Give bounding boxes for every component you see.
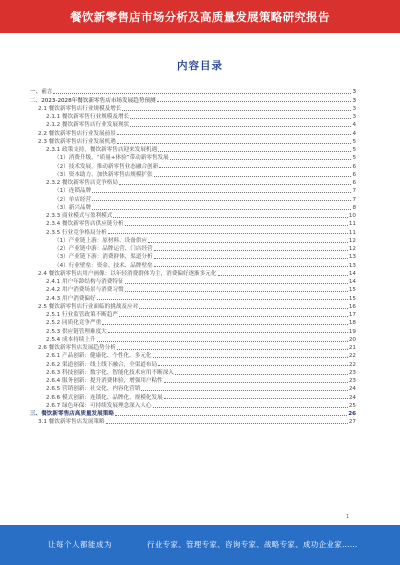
footer-slogan: 让每个人都能成为 — [48, 540, 112, 549]
toc-entry-page: 15 — [348, 295, 356, 302]
toc-dot-leader — [119, 184, 351, 185]
toc-dot-leader — [53, 93, 351, 94]
toc-entry-page: 24 — [348, 386, 356, 393]
toc-dot-leader — [117, 134, 352, 135]
toc-dot-leader — [154, 258, 348, 259]
toc-entry-page: 5 — [352, 147, 356, 153]
report-header-bar — [0, 0, 400, 33]
toc-entry-label: （2）单店经营 — [54, 196, 92, 203]
toc-entry-label: 2.1.1 餐饮新零售行业规模及增长 — [46, 114, 130, 120]
toc-entry-label: 2.6.6 模式创新：连锁化、品牌化、规模化发展 — [46, 394, 163, 401]
footer-bar — [0, 525, 400, 565]
report-title: 餐饮新零售店市场分析及高质量发展策略研究报告 — [70, 9, 330, 24]
toc-entry[interactable] — [30, 302, 356, 310]
toc-entry-label: 2.6.1 产品创新：健康化、个性化、多元化 — [46, 353, 152, 360]
toc-entry-page: 16 — [348, 303, 356, 310]
toc-entry-label: 2.4.1 用户年龄结构与消费特征 — [46, 279, 124, 285]
toc-entry-page: 15 — [348, 287, 356, 294]
toc-entry-page: 22 — [348, 353, 356, 360]
toc-dot-leader — [164, 398, 348, 399]
toc-entry-label: 2.3.2 餐饮新零售店竞争格局 — [46, 180, 118, 186]
toc-entry-label: 一、前言 — [30, 89, 53, 96]
toc-entry[interactable] — [30, 293, 356, 301]
toc-dot-leader — [113, 217, 348, 218]
toc-entry-label: 2.6 餐饮新零售店发展趋势分析 — [38, 345, 116, 351]
toc-entry-page: 14 — [348, 279, 356, 285]
toc-dot-leader — [117, 349, 348, 350]
toc-entry-page: 22 — [348, 361, 356, 368]
toc-dot-leader — [154, 176, 352, 177]
toc-dot-leader — [164, 382, 348, 383]
toc-entry-label: 三、餐饮新零售店高质量发展策略 — [30, 411, 114, 417]
toc-entry[interactable] — [30, 409, 356, 417]
toc-entry[interactable] — [30, 112, 356, 120]
toc-dot-leader — [92, 200, 351, 201]
toc-entry[interactable] — [30, 203, 356, 211]
toc-entry[interactable] — [30, 120, 356, 128]
toc-dot-leader — [106, 423, 348, 424]
toc-entry[interactable] — [30, 236, 356, 244]
toc-entry-label: 2.5.3 供应链管理难度大 — [46, 328, 107, 335]
toc-entry-page: 13 — [348, 262, 356, 269]
toc-entry-label: （1）连锁品牌 — [54, 188, 92, 195]
toc-entry-page: 6 — [352, 163, 356, 170]
toc-entry-label: 二、2023-2028年餐饮新零售店市场发展趋势预测 — [30, 97, 156, 104]
toc-dot-leader — [148, 242, 348, 243]
toc-entry[interactable] — [30, 178, 356, 186]
toc-entry[interactable] — [30, 252, 356, 260]
toc-dot-leader — [218, 275, 348, 276]
toc-entry-label: （3）新兴品牌 — [54, 204, 92, 211]
toc-entry-page: 11 — [348, 221, 356, 228]
toc-dot-leader — [97, 299, 348, 300]
toc-entry[interactable] — [30, 269, 356, 277]
toc-entry[interactable] — [30, 194, 356, 202]
toc-entry[interactable] — [30, 277, 356, 285]
toc-entry-label: （4）行业壁垒：资金、技术、品牌壁垒 — [54, 262, 153, 269]
toc-entry-label: 2.6.4 服务创新：提升消费体验，增强用户粘性 — [46, 378, 163, 384]
toc-dot-leader — [125, 283, 348, 284]
toc-entry-label: （1）消费升级，“质量+体验”带动新零售发展 — [54, 155, 169, 162]
toc-entry-label: 2.5.2 同质化竞争严重 — [46, 320, 102, 327]
toc-entry-page: 5 — [352, 155, 356, 162]
toc-entry[interactable] — [30, 260, 356, 268]
toc-entry-page: 14 — [348, 270, 356, 277]
toc-entry[interactable] — [30, 219, 356, 227]
toc-entry[interactable] — [30, 359, 356, 367]
toc-dot-leader — [159, 167, 351, 168]
toc-entry-label: 2.5 餐饮新零售店行业面临的挑战及应对 — [38, 303, 139, 310]
toc-entry-page: 24 — [348, 394, 356, 401]
toc-dot-leader — [130, 118, 351, 119]
toc-dot-leader — [92, 192, 351, 193]
toc-dot-leader — [97, 341, 348, 342]
toc-entry-label: 2.5.1 行业监管政策不断趋严 — [46, 312, 118, 318]
toc-heading: 内容目录 — [177, 60, 223, 72]
toc-entry[interactable] — [30, 285, 356, 293]
toc-entry[interactable] — [30, 417, 356, 425]
toc-dot-leader — [158, 365, 348, 366]
toc-entry[interactable] — [30, 310, 356, 318]
toc-dot-leader — [141, 390, 348, 391]
toc-entry-page: 18 — [348, 320, 356, 327]
toc-entry-label: 2.3.4 餐饮新零售店供应链分析 — [46, 221, 124, 228]
toc-entry-page: 21 — [348, 345, 356, 351]
footer-tagline: 行业专家、管理专家、咨询专家、战略专家、成功企业家…… — [147, 540, 358, 549]
toc-dot-leader — [130, 126, 351, 127]
toc-dot-leader — [154, 266, 348, 267]
toc-entry-label: （3）产业链下游：消费群体、渠道分析 — [54, 254, 153, 261]
toc-entry-label: 2.3.1 政策支持，餐饮新零售店迎来发展机遇 — [46, 147, 158, 153]
toc-dot-leader — [117, 143, 352, 144]
toc-entry-label: 2.4.3 用户消费偏好 — [46, 295, 96, 302]
toc-entry[interactable] — [30, 145, 356, 153]
toc-entry-page: 25 — [348, 402, 356, 409]
toc-entry[interactable] — [30, 104, 356, 112]
toc-entry-page: 6 — [352, 171, 356, 178]
toc-entry-page: 23 — [348, 369, 356, 376]
toc-entry[interactable] — [30, 161, 356, 169]
toc-entry[interactable] — [30, 170, 356, 178]
toc-entry-page: 4 — [352, 130, 356, 137]
toc-entry[interactable] — [30, 95, 356, 103]
toc-dot-leader — [119, 316, 348, 317]
toc-dot-leader — [125, 291, 348, 292]
toc-entry[interactable] — [30, 153, 356, 161]
toc-entry[interactable] — [30, 244, 356, 252]
toc-entry-label: 2.5.4 成本持续上升 — [46, 336, 96, 343]
toc-dot-leader — [158, 151, 351, 152]
toc-dot-leader — [115, 415, 347, 416]
toc-entry-label: 2.3.3 商业模式与盈利模式 — [46, 213, 113, 219]
toc-entry-label: 2.6.7 绿色环保：可持续发展理念深入人心 — [46, 402, 152, 409]
toc-entry-label: 2.1.2 餐饮新零售店行业发展现状 — [46, 122, 130, 129]
toc-dot-leader — [153, 407, 348, 408]
toc-entry[interactable] — [30, 227, 356, 235]
toc-entry-page: 11 — [348, 229, 356, 236]
toc-entry[interactable] — [30, 186, 356, 194]
toc-entry[interactable] — [30, 137, 356, 145]
toc-entry-label: 2.1 餐饮新零售店行业规模及增长 — [38, 105, 122, 112]
toc-entry[interactable] — [30, 384, 356, 392]
toc-entry-label: 2.6.5 营销创新：社交化、内容化营销 — [46, 386, 141, 393]
toc-dot-leader — [153, 357, 348, 358]
page-number: 1 — [346, 514, 350, 520]
toc-entry-page: 27 — [348, 419, 356, 426]
toc-dot-leader — [170, 159, 352, 160]
toc-entry[interactable] — [30, 368, 356, 376]
toc-entry[interactable] — [30, 401, 356, 409]
toc-entry-page: 23 — [348, 378, 356, 384]
toc-entry-label: （3）资本助力，加快新零售店规模扩张 — [54, 171, 153, 178]
toc-entry-page: 7 — [352, 188, 356, 195]
toc-entry-page: 3 — [352, 97, 356, 104]
toc-entry-page: 3 — [352, 114, 356, 120]
toc-entry[interactable] — [30, 376, 356, 384]
toc-dot-leader — [139, 308, 348, 309]
toc-entry-page: 6 — [352, 180, 356, 186]
toc-entry-label: 2.6.2 渠道创新：线上线下融合，全渠道布局 — [46, 361, 158, 368]
toc-entry-page: 19 — [348, 328, 356, 335]
toc-entry-page: 7 — [352, 196, 356, 203]
toc-entry[interactable] — [30, 351, 356, 359]
toc-entry-page: 26 — [348, 411, 356, 417]
toc-entry-label: 2.2 餐饮新零售店行业发展前景 — [38, 130, 116, 137]
toc-entry[interactable] — [30, 392, 356, 400]
toc-dot-leader — [175, 374, 348, 375]
toc-dot-leader — [125, 225, 348, 226]
toc-entry-page: 12 — [348, 246, 356, 252]
toc-dot-leader — [154, 250, 348, 251]
toc-dot-leader — [122, 110, 351, 111]
table-of-contents — [30, 87, 356, 425]
toc-entry[interactable] — [30, 318, 356, 326]
toc-entry-label: 3.1 餐饮新零售店发展策略 — [38, 419, 105, 426]
toc-entry-page: 5 — [352, 138, 356, 145]
toc-dot-leader — [108, 233, 348, 234]
toc-entry-label: 2.4 餐饮新零售店用户画像：以年轻消费群体为主，消费偏好逐渐多元化 — [38, 270, 217, 277]
toc-entry-page: 4 — [352, 122, 356, 129]
toc-entry[interactable] — [30, 87, 356, 95]
toc-entry-page: 10 — [348, 213, 356, 219]
toc-entry-label: （2）技术发展，推动新零售业态融合创新 — [54, 163, 159, 170]
toc-entry-page: 12 — [348, 237, 356, 244]
toc-entry[interactable] — [30, 335, 356, 343]
toc-entry-page: 17 — [348, 312, 356, 318]
toc-entry-page: 13 — [348, 254, 356, 261]
toc-entry-label: 2.3 餐饮新零售店行业发展机遇 — [38, 138, 116, 145]
toc-dot-leader — [157, 101, 352, 102]
toc-dot-leader — [92, 209, 351, 210]
toc-entry-label: 2.4.2 用户消费场景与消费习惯 — [46, 287, 124, 294]
toc-entry-label: （1）产业链上游：原材料、设备供应 — [54, 237, 148, 244]
toc-dot-leader — [108, 332, 348, 333]
toc-entry-page: 20 — [348, 336, 356, 343]
toc-entry[interactable] — [30, 326, 356, 334]
toc-entry-page: 3 — [352, 89, 356, 96]
toc-entry[interactable] — [30, 211, 356, 219]
toc-entry[interactable] — [30, 343, 356, 351]
toc-entry-page: 3 — [352, 105, 356, 112]
toc-entry[interactable] — [30, 128, 356, 136]
toc-entry-page: 8 — [352, 204, 356, 211]
toc-dot-leader — [102, 324, 348, 325]
toc-entry-label: （2）产业链中游：品牌运营、门店经营 — [54, 246, 153, 252]
toc-entry-label: 2.6.3 科技创新：数字化、智能化技术应用不断深入 — [46, 369, 174, 376]
toc-entry-label: 2.3.5 行业竞争格局分析 — [46, 229, 107, 236]
